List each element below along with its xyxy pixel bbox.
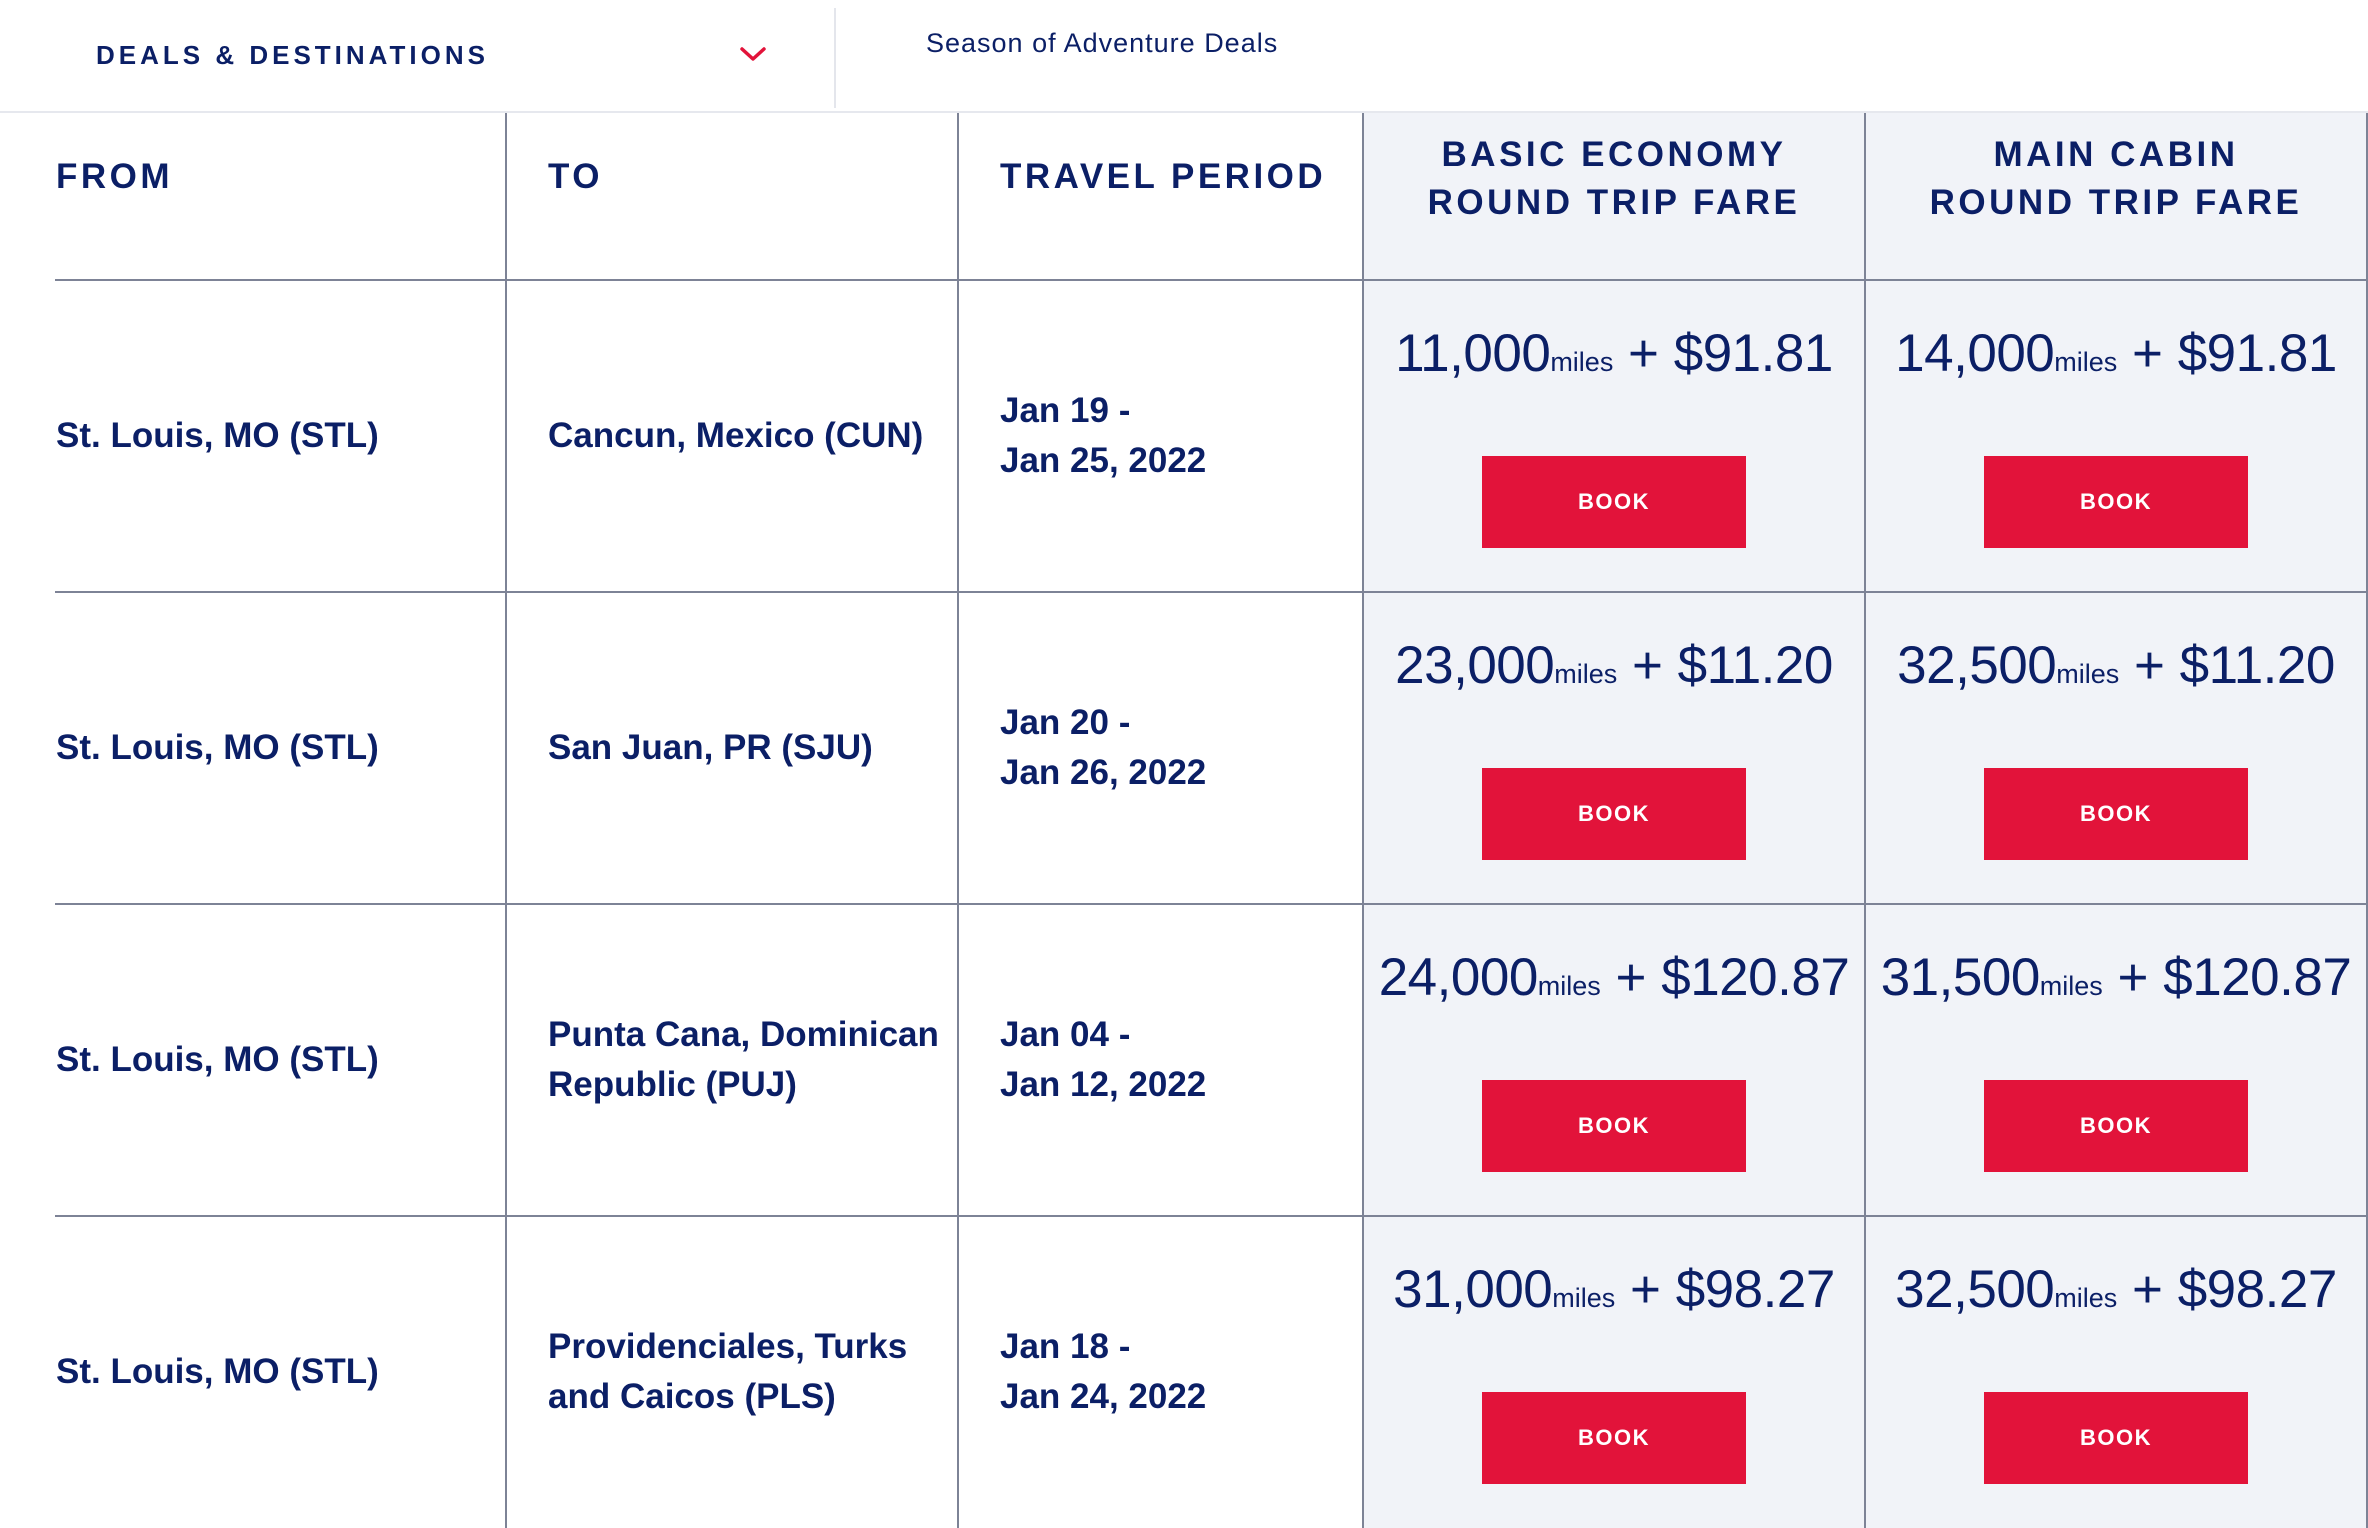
row-1-basic-fare: 11,000miles + $91.81 [1395, 324, 1833, 383]
row-2-basic-fare: 23,000miles + $11.20 [1395, 636, 1833, 695]
row-3-to [548, 904, 948, 1215]
row-4-main-fare: 32,500miles + $98.27 [1895, 1260, 2337, 1319]
header-main-line1: MAIN CABIN [1993, 135, 2239, 174]
row-divider [55, 1215, 2368, 1217]
chevron-down-icon [738, 44, 768, 64]
miles-value: 32,500 [1895, 1260, 2055, 1319]
row-2-period-line2: Jan 26, 2022 [1000, 752, 1207, 792]
row-2-to-line1: San Juan, PR (SJU) [548, 727, 873, 767]
row-4-basic-fare: 31,000miles + $98.27 [1393, 1260, 1835, 1319]
book-button[interactable]: BOOK [1984, 1392, 2248, 1484]
row-3-period-line2: Jan 12, 2022 [1000, 1064, 1207, 1104]
cash-value: $120.87 [1661, 948, 1850, 1007]
miles-unit: miles [1537, 971, 1601, 1001]
row-2-to [548, 592, 948, 903]
cash-value: $98.27 [2177, 1260, 2337, 1319]
miles-unit: miles [2039, 971, 2103, 1001]
row-1-from: St. Louis, MO (STL) [56, 415, 379, 455]
row-4-to-line2: and Caicos (PLS) [548, 1376, 836, 1416]
header-basic-line1: BASIC ECONOMY [1441, 135, 1787, 174]
cash-value: $11.20 [1677, 636, 1833, 695]
cash-value: $120.87 [2163, 948, 2352, 1007]
top-nav-bar [0, 0, 2368, 113]
miles-value: 24,000 [1378, 948, 1538, 1007]
book-button[interactable]: BOOK [1984, 768, 2248, 860]
row-divider [55, 903, 2368, 905]
book-button[interactable]: BOOK [1482, 1392, 1746, 1484]
miles-value: 23,000 [1395, 636, 1555, 695]
row-3-to-line2: Republic (PUJ) [548, 1064, 797, 1104]
deals-destinations-dropdown[interactable] [0, 0, 835, 110]
header-basic-economy [1364, 131, 1864, 227]
miles-unit: miles [2054, 347, 2118, 377]
dropdown-label: DEALS & DESTINATIONS [96, 39, 489, 70]
deals-table [0, 113, 2368, 1528]
header-travel-period: TRAVEL PERIOD [1000, 157, 1327, 196]
row-3-from: St. Louis, MO (STL) [56, 1039, 379, 1079]
row-1-period-line1: Jan 19 - [1000, 390, 1131, 430]
book-button[interactable]: BOOK [1984, 456, 2248, 548]
season-of-adventure-link[interactable]: Season of Adventure Deals [926, 28, 1279, 58]
miles-unit: miles [1552, 1283, 1616, 1313]
header-main-line2: ROUND TRIP FARE [1929, 183, 2303, 222]
miles-value: 31,500 [1880, 948, 2040, 1007]
row-1-period [1000, 280, 1206, 591]
row-divider [55, 279, 2368, 281]
row-4-period-line2: Jan 24, 2022 [1000, 1376, 1207, 1416]
row-4-period-line1: Jan 18 - [1000, 1326, 1131, 1366]
miles-unit: miles [1550, 347, 1614, 377]
header-from: FROM [56, 157, 174, 196]
row-4-from: St. Louis, MO (STL) [56, 1351, 379, 1391]
row-2-from: St. Louis, MO (STL) [56, 727, 379, 767]
book-button[interactable]: BOOK [1482, 456, 1746, 548]
row-3-basic-fare: 24,000miles + $120.87 [1378, 948, 1850, 1007]
row-1-period-line2: Jan 25, 2022 [1000, 440, 1207, 480]
row-1-main-fare: 14,000miles + $91.81 [1895, 324, 2337, 383]
row-2-period [1000, 592, 1206, 903]
cash-value: $11.20 [2179, 636, 2335, 695]
row-3-period [1000, 904, 1206, 1215]
book-button[interactable]: BOOK [1482, 1080, 1746, 1172]
miles-unit: miles [1554, 659, 1618, 689]
miles-value: 14,000 [1895, 324, 2055, 383]
header-basic-line2: ROUND TRIP FARE [1427, 183, 1801, 222]
row-divider [55, 591, 2368, 593]
row-1-to-line1: Cancun, Mexico (CUN) [548, 415, 924, 455]
row-4-period [1000, 1216, 1206, 1527]
nav-divider [834, 8, 836, 108]
miles-value: 11,000 [1395, 324, 1551, 383]
row-2-period-line1: Jan 20 - [1000, 702, 1131, 742]
miles-value: 32,500 [1897, 636, 2057, 695]
cash-value: $91.81 [2177, 324, 2337, 383]
book-button[interactable]: BOOK [1984, 1080, 2248, 1172]
row-3-main-fare: 31,500miles + $120.87 [1880, 948, 2352, 1007]
cash-value: $91.81 [1673, 324, 1833, 383]
miles-unit: miles [2056, 659, 2120, 689]
row-4-to [548, 1216, 948, 1527]
column-divider [505, 113, 507, 1528]
book-button[interactable]: BOOK [1482, 768, 1746, 860]
row-2-main-fare: 32,500miles + $11.20 [1897, 636, 2335, 695]
row-3-period-line1: Jan 04 - [1000, 1014, 1131, 1054]
cash-value: $98.27 [1675, 1260, 1835, 1319]
header-main-cabin [1866, 131, 2366, 227]
miles-unit: miles [2054, 1283, 2118, 1313]
row-3-to-line1: Punta Cana, Dominican [548, 1014, 939, 1054]
header-to: TO [548, 157, 603, 196]
miles-value: 31,000 [1393, 1260, 1553, 1319]
row-4-to-line1: Providenciales, Turks [548, 1326, 908, 1366]
row-1-to [548, 280, 948, 591]
column-divider [957, 113, 959, 1528]
